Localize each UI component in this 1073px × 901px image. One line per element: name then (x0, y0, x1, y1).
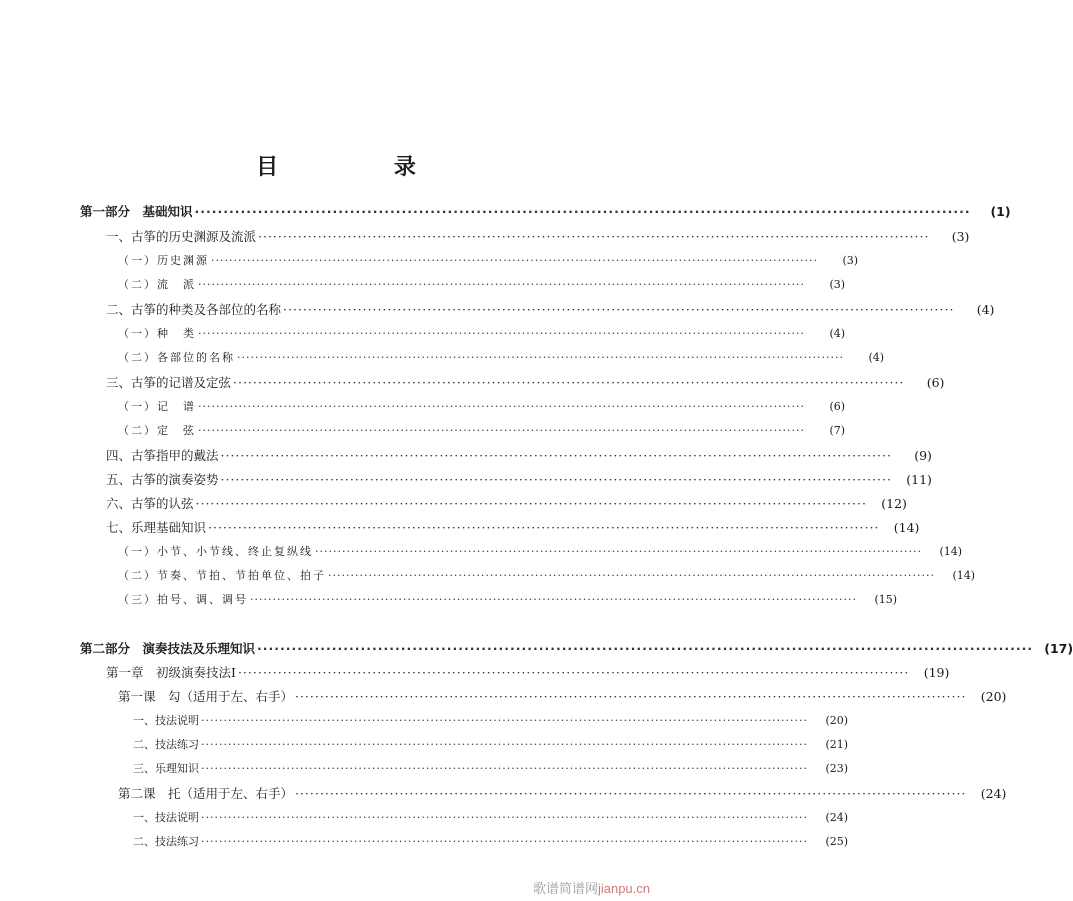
toc-entry[interactable] (106, 446, 932, 464)
toc-page-number: (15) (874, 593, 898, 606)
toc-page-number: (1) (990, 204, 1011, 219)
toc-entry[interactable] (118, 325, 846, 341)
toc-leader-dots: ······································································································································· (201, 762, 809, 775)
toc-entry-title: 七、乐理基础知识 (106, 520, 207, 535)
watermark (533, 878, 650, 897)
toc-entry[interactable] (106, 300, 995, 318)
toc-entry-title: 三、乐理知识 (133, 762, 199, 775)
toc-entry-title: （二）流 派 (118, 278, 196, 291)
toc-entry[interactable] (118, 349, 885, 365)
toc-leader-dots: ······································································································································· (198, 424, 806, 437)
toc-leader-dots: ······································································································································· (233, 375, 905, 390)
toc-entry-title: 六、古筝的认弦 (106, 496, 194, 511)
toc-leader-dots: ······································································································································· (295, 689, 967, 704)
toc-entry-title: 第一课 勾（适用于左、右手） (118, 689, 294, 704)
toc-leader-dots: ······································································································································· (237, 351, 845, 364)
toc-entry[interactable] (118, 398, 846, 414)
toc-entry-title: 二、技法练习 (133, 835, 199, 848)
toc-entry-title: 二、技法练习 (133, 738, 199, 751)
toc-entry[interactable] (106, 663, 950, 681)
toc-leader-dots: ······································································································································· (201, 714, 809, 727)
toc-leader-dots: ······································································································································· (258, 229, 930, 244)
toc-leader-dots: ······································································································································· (195, 496, 867, 511)
toc-page-number: (19) (923, 665, 950, 680)
toc-entry-title: 一、技法说明 (133, 714, 199, 727)
toc-entry-part-2[interactable] (80, 639, 1073, 657)
toc-entry[interactable] (133, 809, 849, 825)
toc-page-number: (17) (1044, 641, 1073, 656)
toc-page-number: (14) (952, 569, 976, 582)
toc-leader-dots: ······································································································································· (208, 520, 880, 535)
toc-entry-title: （二）定 弦 (118, 424, 196, 437)
toc-entry-title: 第一章 初级演奏技法Ⅰ (106, 665, 236, 680)
toc-leader-dots: ······································································································································· (295, 786, 967, 801)
toc-leader-dots: ······································································································································· (315, 545, 923, 558)
toc-leader-dots: ······································································································································· (283, 302, 955, 317)
toc-entry[interactable] (133, 833, 849, 849)
toc-leader-dots: ······································································································································· (328, 569, 936, 582)
toc-page-number: (4) (976, 302, 995, 317)
toc-entry-title: （一）种 类 (118, 327, 196, 340)
toc-page-number: (24) (825, 811, 849, 824)
toc-entry-title: 一、技法说明 (133, 811, 199, 824)
toc-leader-dots: ······································································································································· (201, 835, 809, 848)
toc-entry-title: （一）记 谱 (118, 400, 196, 413)
toc-page-number: (20) (980, 689, 1007, 704)
toc-entry-title: （二）各部位的名称 (118, 351, 235, 364)
toc-entry-part-1[interactable] (80, 202, 1011, 220)
watermark-url: jianpu.cn (597, 881, 650, 896)
toc-page-number: (6) (829, 400, 846, 413)
toc-entry-title: （二）节奏、节拍、节拍单位、拍子 (118, 569, 326, 582)
toc-leader-dots: ······································································································································· (201, 811, 809, 824)
toc-entry-title: 三、古筝的记谱及定弦 (106, 375, 232, 390)
toc-entry[interactable] (133, 736, 849, 752)
toc-entry[interactable] (118, 422, 846, 438)
toc-leader-dots: ······································································································································· (250, 593, 858, 606)
toc-leader-dots: ······································································································································· (198, 400, 806, 413)
toc-entry[interactable] (118, 276, 846, 292)
toc-entry[interactable] (118, 687, 1007, 705)
toc-page-number: (4) (829, 327, 846, 340)
toc-page-number: (14) (939, 545, 963, 558)
toc-page-number: (12) (881, 496, 907, 511)
toc-entry[interactable] (118, 567, 976, 583)
toc-entry[interactable] (106, 470, 932, 488)
toc-entry[interactable] (118, 543, 963, 559)
toc-page-number: (4) (868, 351, 885, 364)
toc-entry-title: 第一部分 基础知识 (80, 204, 193, 219)
toc-entry-title: （三）拍号、调、调号 (118, 593, 248, 606)
toc-page-number: (24) (980, 786, 1007, 801)
toc-entry-title: 五、古筝的演奏姿势 (106, 472, 219, 487)
toc-entry[interactable] (106, 518, 920, 536)
toc-entry[interactable] (118, 252, 859, 268)
toc-page-number: (21) (825, 738, 849, 751)
watermark-site: 歌谱简谱网 (532, 881, 598, 896)
toc-leader-dots: ······································································································································· (194, 204, 971, 219)
toc-leader-dots: ······································································································································· (198, 278, 806, 291)
toc-page-number: (23) (825, 762, 849, 775)
toc-leader-dots: ······································································································································· (220, 472, 892, 487)
toc-leader-dots: ······································································································································· (257, 641, 1034, 656)
toc-entry[interactable] (133, 712, 849, 728)
toc-page-number: (6) (926, 375, 945, 390)
toc-entry[interactable] (118, 591, 898, 607)
toc-entry[interactable] (106, 494, 907, 512)
toc-page-number: (3) (951, 229, 970, 244)
toc-leader-dots: ······································································································································· (198, 327, 806, 340)
toc-leader-dots: ······································································································································· (220, 448, 892, 463)
toc-leader-dots: ······································································································································· (211, 254, 819, 267)
toc-page-number: (9) (914, 448, 932, 463)
toc-page-number: (11) (906, 472, 932, 487)
toc-entry-title: 四、古筝指甲的戴法 (106, 448, 219, 463)
toc-entry-title: 第二部分 演奏技法及乐理知识 (80, 641, 256, 656)
toc-page-number: (3) (842, 254, 859, 267)
toc-entry[interactable] (133, 760, 849, 776)
toc-entry[interactable] (118, 784, 1007, 802)
toc-leader-dots: ······································································································································· (237, 665, 910, 680)
toc-page-number: (7) (829, 424, 846, 437)
toc-entry-title: （一）小节、小节线、终止复纵线 (118, 545, 313, 558)
toc-entry[interactable] (106, 373, 945, 391)
toc-entry-title: （一）历史渊源 (118, 254, 209, 267)
toc-entry[interactable] (106, 227, 970, 245)
toc-page-number: (3) (829, 278, 846, 291)
toc-page-number: (20) (825, 714, 849, 727)
toc-entry-title: 一、古筝的历史渊源及流派 (106, 229, 257, 244)
toc-leader-dots: ······································································································································· (201, 738, 809, 751)
toc-entry-title: 二、古筝的种类及各部位的名称 (106, 302, 282, 317)
toc-page-number: (14) (893, 520, 920, 535)
toc-page-number: (25) (825, 835, 849, 848)
toc-entry-title: 第二课 托（适用于左、右手） (118, 786, 294, 801)
page-title: 目 录 (256, 154, 470, 180)
